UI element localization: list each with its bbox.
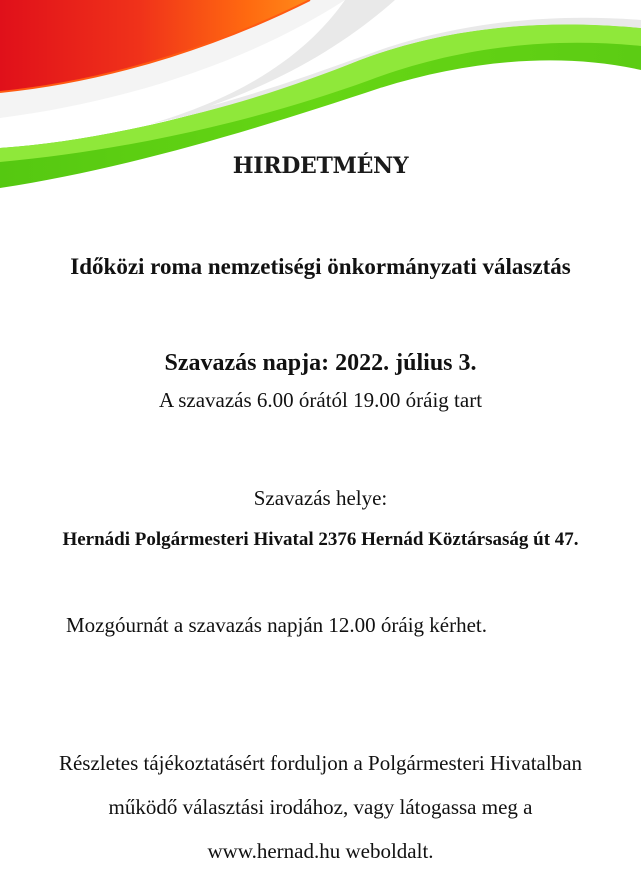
election-subject: Időközi roma nemzetiségi önkormányzati választás [70,254,571,279]
notice-title: HIRDETMÉNY [232,153,409,179]
website-text: www.hernad.hu weboldalt. [207,839,434,863]
voting-hours: A szavazás 6.00 órától 19.00 óráig tart [158,388,483,412]
voting-date: Szavazás napja: 2022. július 3. [164,350,477,376]
info-paragraph [0,741,641,873]
info-line: működő választási irodához, vagy látogassa meg a [108,795,533,819]
voting-place-label: Szavazás helye: [253,486,388,510]
info-line: Részletes tájékoztatásért forduljon a Polgármesteri Hivatalban [58,751,583,775]
voting-place-address: Hernádi Polgármesteri Hivatal 2376 Hernád Köztársaság út 47. [62,529,579,550]
mobile-ballot-box-notice: Mozgóurnát a szavazás napján 12.00 óráig kérhet. [66,613,488,637]
